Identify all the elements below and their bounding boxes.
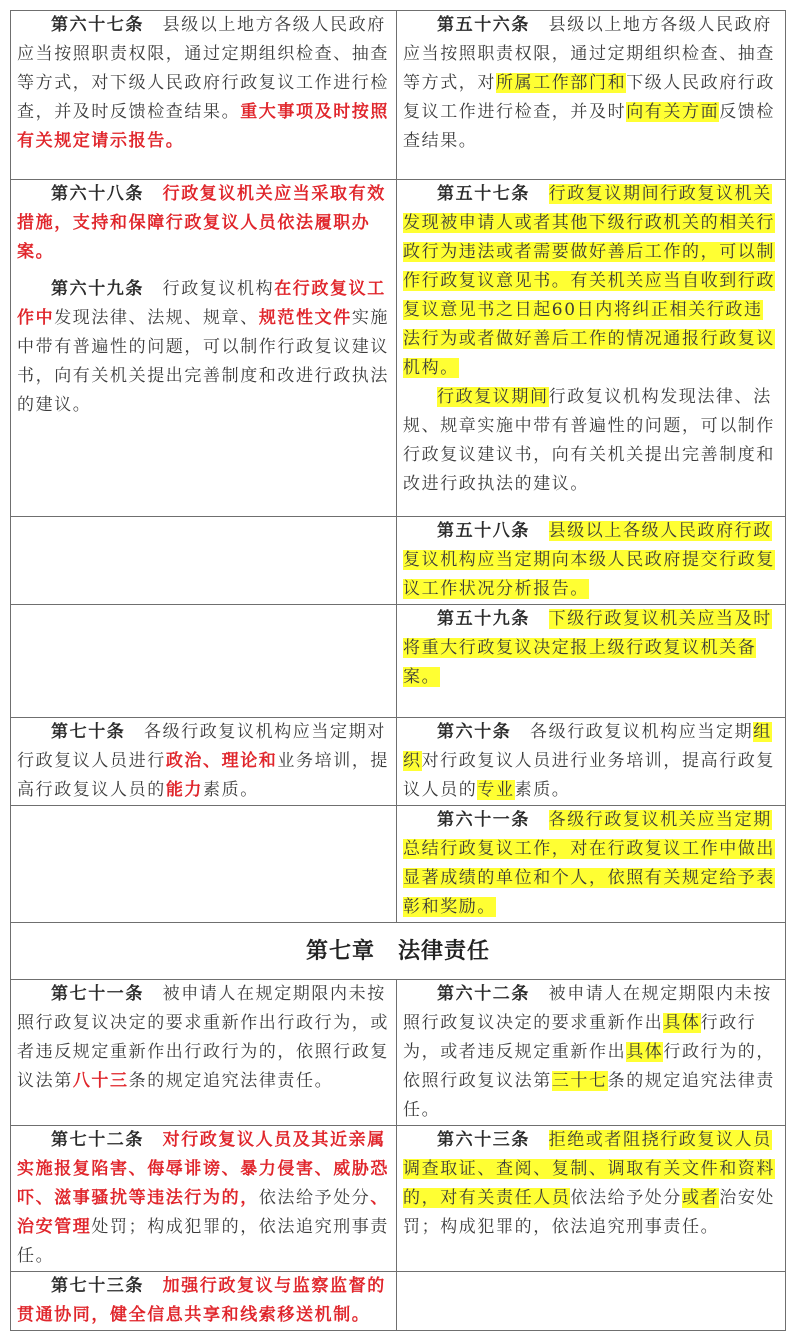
clause-text xyxy=(144,184,163,204)
comparison-table xyxy=(10,10,786,1331)
changed-text: 各级行政复议机关应当定期总结行政复议工作，对在行政复议工作中做出显著成绩的单位和个人，依照有关规定给予表彰和奖励。 xyxy=(403,810,775,917)
article-number: 第六十条 xyxy=(437,722,512,742)
clause-text xyxy=(530,810,549,830)
changed-text: 具体 xyxy=(663,1013,701,1033)
left-cell xyxy=(11,517,397,605)
clause-paragraph xyxy=(403,180,779,383)
clause-text: 依法给予处分 xyxy=(570,1188,683,1208)
clause-text: 发现法律、法规、规章、 xyxy=(54,308,259,328)
table-row xyxy=(11,605,786,718)
clause-paragraph xyxy=(403,383,779,499)
clause-paragraph xyxy=(17,180,390,267)
right-cell xyxy=(397,517,786,605)
changed-text: 行政复议期间行政复议机关发现被申请人或者其他下级行政机关的相关行政行为违法或者需要做好善后工作的，可以制作行政复议意见书。有关机关应当自收到行政复议意见书之日起60日内将纠正相关行政违法行为或者做好善后工作的情况通报行政复议机构。 xyxy=(403,184,775,378)
table-row xyxy=(11,718,786,806)
changed-text: 或者 xyxy=(682,1188,720,1208)
article-number: 第五十六条 xyxy=(437,15,530,35)
clause-text: 县级以上地方各级人民政府应当按照职责权限，通过定期组织检查、抽查等方式，对 xyxy=(403,15,775,93)
added-text: 政治、理论和 xyxy=(165,751,278,771)
clause-text: 处罚；构成犯罪的，依法追究刑事责任。 xyxy=(17,1217,390,1266)
article-number: 第七十二条 xyxy=(51,1130,144,1150)
table-row xyxy=(11,1126,786,1272)
clause-paragraph xyxy=(17,11,390,156)
clause-text xyxy=(144,1130,163,1150)
clause-text xyxy=(530,1130,549,1150)
right-cell xyxy=(397,605,786,718)
clause-text: 县级以上地方各级人民政府应当按照职责权限，通过定期组织检查、抽查等方式，对下级人民政府行政复议工作进行检查，并及时反馈检查结果。 xyxy=(17,15,389,122)
added-text: 行政复议机关应当采取有效措施，支持和保障行政复议人员依法履职办案。 xyxy=(17,184,386,262)
changed-text: 行政复议期间 xyxy=(437,387,549,407)
clause-text xyxy=(530,521,549,541)
article-number: 第七十三条 xyxy=(51,1276,144,1296)
clause-paragraph xyxy=(17,1126,390,1271)
changed-text: 专业 xyxy=(477,780,515,800)
added-text: 能力 xyxy=(165,780,204,800)
changed-text: 组织 xyxy=(403,722,772,771)
clause-text: 各级行政复议机构应当定期 xyxy=(511,722,754,742)
article-number: 第六十八条 xyxy=(51,184,144,204)
clause-text: 被申请人在规定期限内未按照行政复议决定的要求重新作出行政行为，或者违反规定重新作出行政行为的，依照行政复议法第 xyxy=(17,984,389,1091)
left-cell xyxy=(11,1126,397,1272)
article-number: 第五十九条 xyxy=(437,609,530,629)
clause-text xyxy=(144,1276,163,1296)
clause-paragraph xyxy=(17,718,390,805)
clause-text: 对行政复议人员进行业务培训，提高行政复议人员的 xyxy=(403,751,776,800)
changed-text: 所属工作部门和 xyxy=(496,73,627,93)
clause-paragraph xyxy=(17,1272,390,1330)
right-cell xyxy=(397,1126,786,1272)
chapter-row xyxy=(11,923,786,980)
article-number: 第六十三条 xyxy=(437,1130,530,1150)
added-text: 加强行政复议与监察监督的贯通协同，健全信息共享和线索移送机制。 xyxy=(17,1276,386,1325)
right-cell xyxy=(397,1272,786,1331)
added-text: 规范性文件 xyxy=(258,308,352,328)
changed-text: 拒绝或者阻挠行政复议人员调查取证、查阅、复制、调取有关文件和资料的，对有关责任人员 xyxy=(403,1130,775,1208)
clause-text: 行政复议机构发现法律、法规、规章实施中带有普遍性的问题，可以制作行政复议建议书，向有关机关提出完善制度和改进行政执法的建议。 xyxy=(403,387,775,494)
article-number: 第六十一条 xyxy=(437,810,530,830)
article-number: 第六十七条 xyxy=(51,15,144,35)
added-text: 重大事项及时按照有关规定请示报告。 xyxy=(17,102,390,151)
clause-text: 下级人民政府行政复议工作进行检查，并及时 xyxy=(403,73,776,122)
article-number: 第六十九条 xyxy=(51,279,144,299)
changed-text: 具体 xyxy=(626,1042,664,1062)
clause-text xyxy=(530,609,549,629)
left-cell xyxy=(11,806,397,923)
right-cell xyxy=(397,980,786,1126)
table-row xyxy=(11,806,786,923)
right-cell xyxy=(397,180,786,517)
article-number: 第五十七条 xyxy=(437,184,530,204)
clause-paragraph xyxy=(403,980,779,1125)
table-row xyxy=(11,180,786,517)
added-text: 在行政复议工作中 xyxy=(17,279,386,328)
clause-text: 被申请人在规定期限内未按照行政复议决定的要求重新作出 xyxy=(403,984,772,1033)
clause-text: 行政行为，或者违反规定重新作出 xyxy=(403,1013,757,1062)
clause-text: 依法给予处分 xyxy=(258,1188,371,1208)
right-cell xyxy=(397,806,786,923)
clause-text: 条的规定追究法律责任。 xyxy=(403,1071,776,1120)
added-text: 对行政复议人员及其近亲属实施报复陷害、侮辱诽谤、暴力侵害、威胁恐吓、滋事骚扰等违法行为的， xyxy=(17,1130,389,1208)
chapter-title: 第七章 法律责任 xyxy=(11,923,786,980)
added-text: 八十三 xyxy=(72,1071,129,1091)
article-number: 第七十一条 xyxy=(51,984,144,1004)
clause-text: 素质。 xyxy=(514,780,571,800)
clause-paragraph xyxy=(17,275,390,420)
added-text: 、治安管理 xyxy=(17,1188,390,1237)
clause-paragraph xyxy=(403,517,779,604)
changed-text: 向有关方面 xyxy=(626,102,720,122)
clause-paragraph xyxy=(403,1126,779,1242)
clause-text: 反馈检查结果。 xyxy=(403,102,776,151)
table-row xyxy=(11,11,786,180)
clause-paragraph xyxy=(403,605,779,692)
clause-text xyxy=(530,184,549,204)
article-number: 第七十条 xyxy=(51,722,126,742)
clause-text: 治安处罚；构成犯罪的，依法追究刑事责任。 xyxy=(403,1188,776,1237)
clause-text: 行政行为的，依照行政复议法第 xyxy=(403,1042,776,1091)
clause-text: 条的规定追究法律责任。 xyxy=(128,1071,334,1091)
changed-text: 下级行政复议机关应当及时将重大行政复议决定报上级行政复议机关备案。 xyxy=(403,609,772,687)
clause-text: 素质。 xyxy=(203,780,259,800)
right-cell xyxy=(397,718,786,806)
clause-text: 各级行政复议机构应当定期对行政复议人员进行 xyxy=(17,722,386,771)
right-cell xyxy=(397,11,786,180)
clause-paragraph xyxy=(403,11,779,156)
clause-text: 实施中带有普遍性的问题，可以制作行政复议建议书，向有关机关提出完善制度和改进行政执法的建议。 xyxy=(17,308,390,415)
article-number: 第五十八条 xyxy=(437,521,530,541)
table-row xyxy=(11,1272,786,1331)
left-cell xyxy=(11,605,397,718)
clause-paragraph xyxy=(403,806,779,922)
left-cell xyxy=(11,1272,397,1331)
article-number: 第六十二条 xyxy=(437,984,530,1004)
changed-text: 县级以上各级人民政府行政复议机构应当定期向本级人民政府提交行政复议工作状况分析报告。 xyxy=(403,521,775,599)
table-row xyxy=(11,517,786,605)
table-row xyxy=(11,980,786,1126)
clause-paragraph xyxy=(403,718,779,805)
left-cell xyxy=(11,11,397,180)
clause-text: 业务培训，提高行政复议人员的 xyxy=(17,751,390,800)
left-cell xyxy=(11,180,397,517)
changed-text: 三十七 xyxy=(551,1071,608,1091)
left-cell xyxy=(11,718,397,806)
clause-paragraph xyxy=(17,980,390,1096)
left-cell xyxy=(11,980,397,1126)
clause-text: 行政复议机构 xyxy=(144,279,275,299)
